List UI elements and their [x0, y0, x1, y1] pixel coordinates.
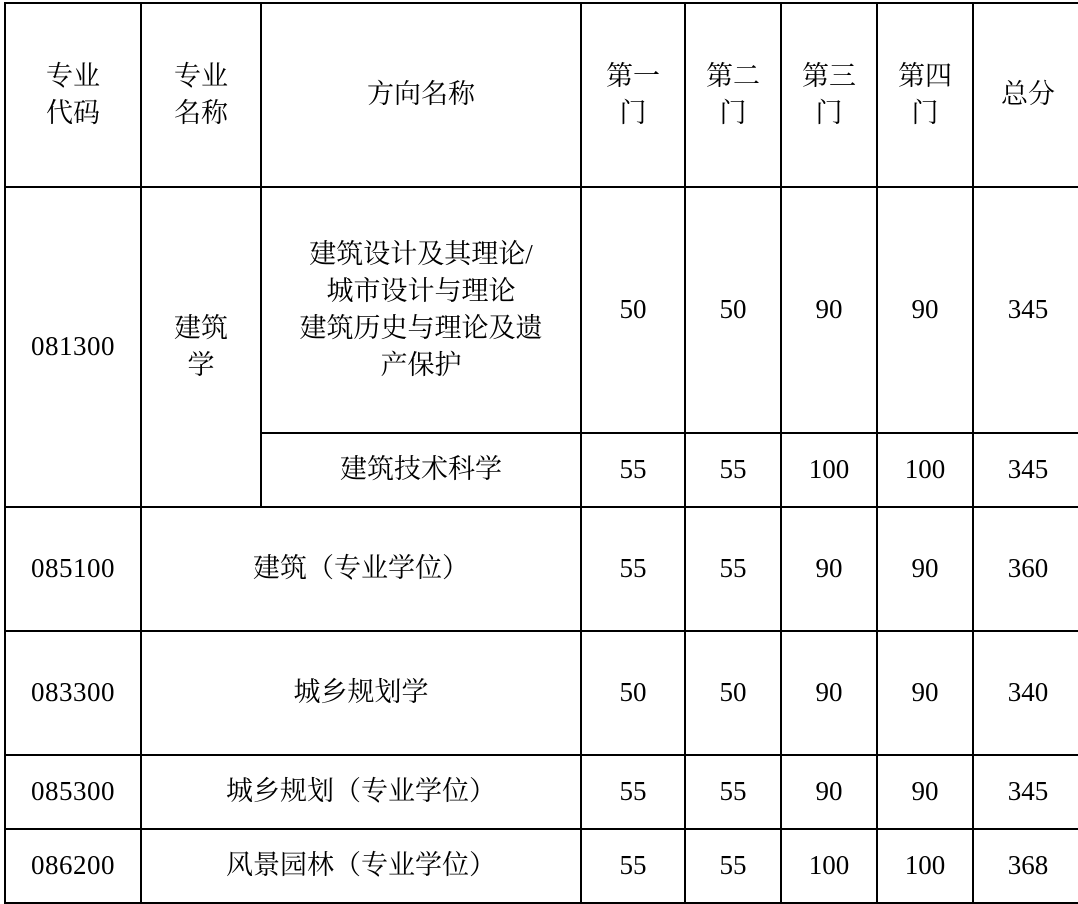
cell-subject-2-score: 50: [685, 187, 781, 433]
direction-line: 建筑设计及其理论/: [309, 238, 533, 269]
cell-total-score: 368: [973, 829, 1078, 903]
table-row: [5, 631, 1078, 755]
header-major-code-line1: 专业: [46, 60, 100, 91]
header-subject-3-line1: 第三: [802, 60, 856, 91]
cell-subject-2-score: 55: [685, 755, 781, 829]
table-header-row: [5, 3, 1078, 187]
header-subject-1-line1: 第一: [606, 60, 660, 91]
header-subject-2-line1: 第二: [706, 60, 760, 91]
cell-total-score: 345: [973, 433, 1078, 507]
cell-direction: 建筑技术科学: [261, 433, 581, 507]
header-subject-4: [877, 3, 973, 187]
cell-major-name: [141, 187, 261, 507]
direction-line: 建筑历史与理论及遗: [299, 313, 543, 343]
header-major-name: [141, 3, 261, 187]
table-row: [5, 755, 1078, 829]
direction-line: 城市设计与理论: [326, 275, 516, 306]
cell-major-code: 081300: [5, 187, 141, 507]
cell-major-name-line2: 学: [187, 350, 215, 380]
cell-subject-4-score: 90: [877, 631, 973, 755]
header-major-code-line2: 代码: [46, 98, 100, 128]
cell-subject-3-score: 90: [781, 755, 877, 829]
cell-subject-3-score: 100: [781, 829, 877, 903]
cell-direction: 风景园林（专业学位）: [141, 829, 581, 903]
cell-subject-2-score: 50: [685, 631, 781, 755]
cell-major-code: 083300: [5, 631, 141, 755]
cell-subject-1-score: 55: [581, 433, 685, 507]
cell-subject-1-score: 55: [581, 829, 685, 903]
cell-subject-2-score: 55: [685, 829, 781, 903]
header-major-name-line2: 名称: [174, 98, 228, 128]
header-major-code: [5, 3, 141, 187]
cell-total-score: 345: [973, 755, 1078, 829]
cell-subject-3-score: 90: [781, 631, 877, 755]
header-subject-4-line2: 门: [911, 98, 939, 128]
header-direction: 方向名称: [261, 3, 581, 187]
cell-subject-4-score: 100: [877, 433, 973, 507]
score-threshold-table: [4, 2, 1078, 904]
cell-subject-4-score: 90: [877, 187, 973, 433]
cell-major-code: 085300: [5, 755, 141, 829]
cell-subject-2-score: 55: [685, 433, 781, 507]
cell-subject-1-score: 55: [581, 755, 685, 829]
header-subject-2: [685, 3, 781, 187]
cell-major-code: 086200: [5, 829, 141, 903]
table-row: [5, 507, 1078, 631]
cell-direction: 城乡规划（专业学位）: [141, 755, 581, 829]
header-subject-1: [581, 3, 685, 187]
cell-direction: [261, 187, 581, 433]
header-total-score: 总分: [973, 3, 1078, 187]
cell-subject-4-score: 90: [877, 755, 973, 829]
header-subject-4-line1: 第四: [898, 60, 952, 91]
cell-subject-4-score: 90: [877, 507, 973, 631]
cell-direction: 城乡规划学: [141, 631, 581, 755]
cell-direction: 建筑（专业学位）: [141, 507, 581, 631]
cell-total-score: 360: [973, 507, 1078, 631]
cell-major-name-line1: 建筑: [174, 312, 228, 343]
cell-subject-3-score: 100: [781, 433, 877, 507]
header-subject-1-line2: 门: [619, 98, 647, 128]
cell-subject-3-score: 90: [781, 507, 877, 631]
cell-subject-1-score: 55: [581, 507, 685, 631]
cell-total-score: 340: [973, 631, 1078, 755]
header-subject-3-line2: 门: [815, 98, 843, 128]
direction-line: 产保护: [380, 350, 462, 381]
cell-subject-2-score: 55: [685, 507, 781, 631]
cell-subject-4-score: 100: [877, 829, 973, 903]
cell-total-score: 345: [973, 187, 1078, 433]
header-subject-3: [781, 3, 877, 187]
cell-subject-3-score: 90: [781, 187, 877, 433]
table-row: [5, 187, 1078, 433]
cell-subject-1-score: 50: [581, 187, 685, 433]
header-major-name-line1: 专业: [174, 60, 228, 91]
cell-major-code: 085100: [5, 507, 141, 631]
cell-subject-1-score: 50: [581, 631, 685, 755]
header-subject-2-line2: 门: [719, 98, 747, 128]
table-row: [5, 829, 1078, 903]
